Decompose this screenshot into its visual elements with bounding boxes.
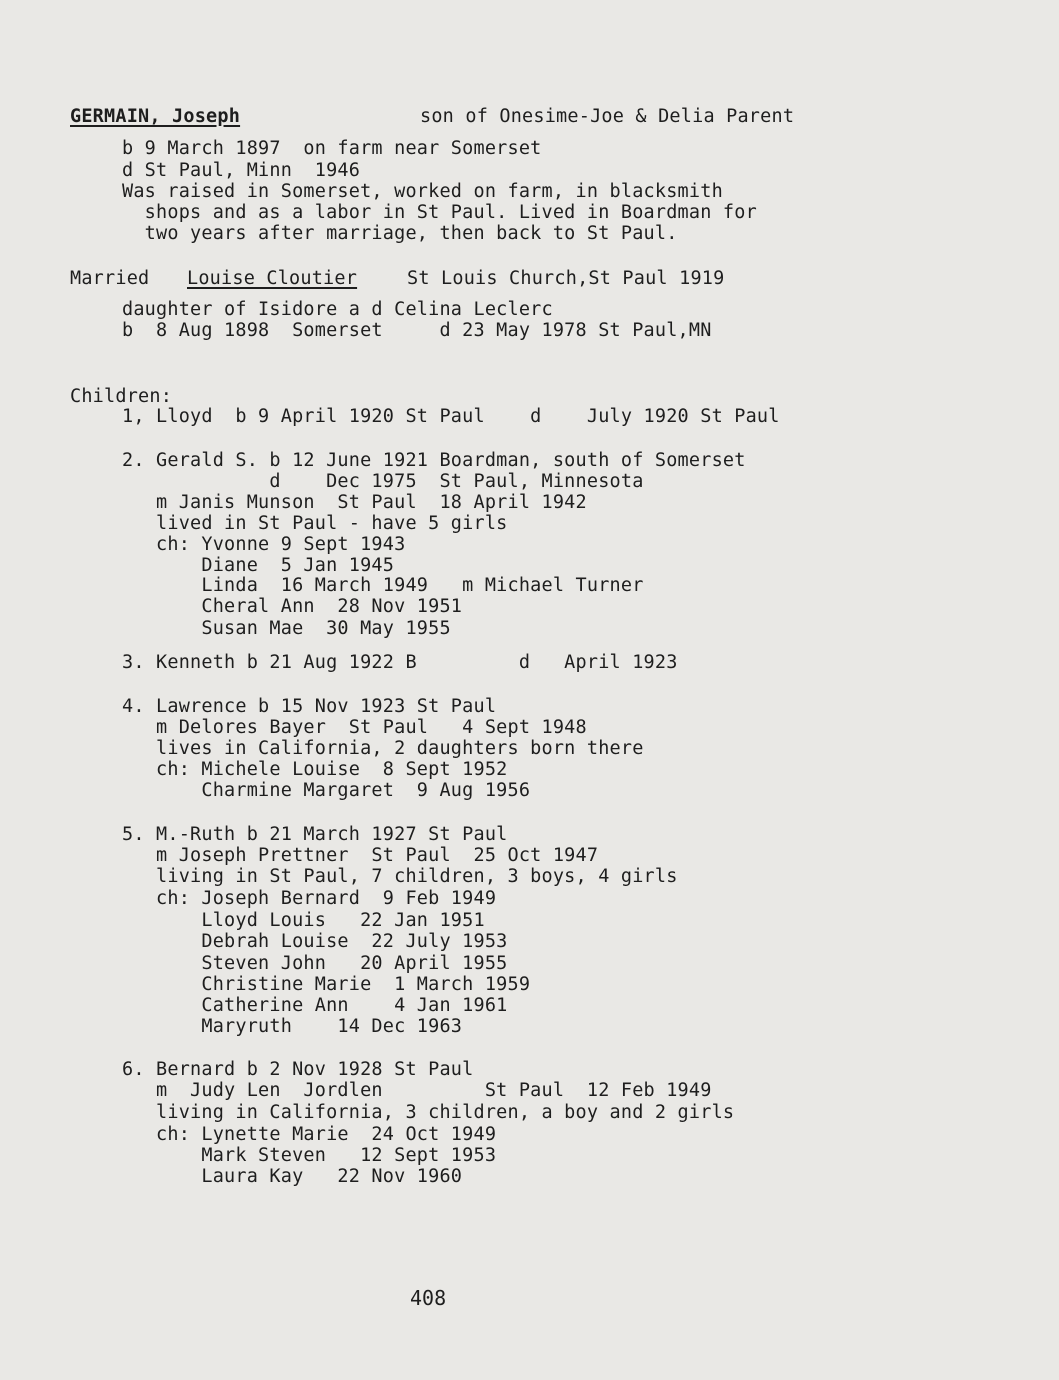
marriage-place-date: St Louis Church,St Paul 1919 [407,268,725,289]
child-line: ch: Michele Louise 8 Sept 1952 [122,759,508,780]
children-heading: Children: [70,386,173,407]
child-line: Steven John 20 April 1955 [122,953,508,974]
child-line: Susan Mae 30 May 1955 [122,618,451,639]
child-line: Lloyd Louis 22 Jan 1951 [122,910,485,931]
child-line: m Janis Munson St Paul 18 April 1942 [122,492,587,513]
spouse-detail-line: daughter of Isidore a d Celina Leclerc [122,299,553,320]
child-line: m Delores Bayer St Paul 4 Sept 1948 [122,717,587,738]
child-line: Cheral Ann 28 Nov 1951 [122,596,463,617]
spouse-detail-line: b 8 Aug 1898 Somerset d 23 May 1978 St Paul,MN [122,320,712,341]
bio-line: Was raised in Somerset, worked on farm, in blacksmith [122,181,723,202]
bio-line: d St Paul, Minn 1946 [122,160,361,181]
child-line: lives in California, 2 daughters born there [122,738,644,759]
parents-line: son of Onesime-Joe & Delia Parent [420,106,795,127]
child-line: living in California, 3 children, a boy and 2 girls [122,1102,735,1123]
child-line: ch: Yvonne 9 Sept 1943 [122,534,406,555]
bio-line: b 9 March 1897 on farm near Somerset [122,138,542,159]
child-line: 4. Lawrence b 15 Nov 1923 St Paul [122,696,497,717]
child-line: Mark Steven 12 Sept 1953 [122,1145,497,1166]
child-line: Catherine Ann 4 Jan 1961 [122,995,508,1016]
child-line: 5. M.-Ruth b 21 March 1927 St Paul [122,824,508,845]
child-line: Debrah Louise 22 July 1953 [122,931,508,952]
child-line: living in St Paul, 7 children, 3 boys, 4 girls [122,866,678,887]
child-line: Charmine Margaret 9 Aug 1956 [122,780,531,801]
bio-line: two years after marriage, then back to St Paul. [122,223,678,244]
page-number: 408 [410,1286,447,1310]
child-line: m Judy Len Jordlen St Paul 12 Feb 1949 [122,1080,712,1101]
child-line: Diane 5 Jan 1945 [122,555,395,576]
spouse-name: Louise Cloutier [187,268,358,289]
child-line: Linda 16 March 1949 m Michael Turner [122,575,644,596]
child-line: Maryruth 14 Dec 1963 [122,1016,463,1037]
child-line: 2. Gerald S. b 12 June 1921 Boardman, south of Somerset [122,450,746,471]
child-line: Christine Marie 1 March 1959 [122,974,531,995]
marriage-prefix: Married [70,268,150,289]
bio-line: shops and as a labor in St Paul. Lived in Boardman for [122,202,757,223]
child-line: 1, Lloyd b 9 April 1920 St Paul d July 1920 St Paul [122,406,780,427]
person-name: GERMAIN, Joseph [70,106,241,127]
child-line: lived in St Paul - have 5 girls [122,513,508,534]
child-line: ch: Lynette Marie 24 Oct 1949 [122,1124,497,1145]
child-line: d Dec 1975 St Paul, Minnesota [122,471,644,492]
child-line: 3. Kenneth b 21 Aug 1922 B d April 1923 [122,652,678,673]
child-line: ch: Joseph Bernard 9 Feb 1949 [122,888,497,909]
child-line: m Joseph Prettner St Paul 25 Oct 1947 [122,845,599,866]
child-line: 6. Bernard b 2 Nov 1928 St Paul [122,1059,474,1080]
child-line: Laura Kay 22 Nov 1960 [122,1166,463,1187]
